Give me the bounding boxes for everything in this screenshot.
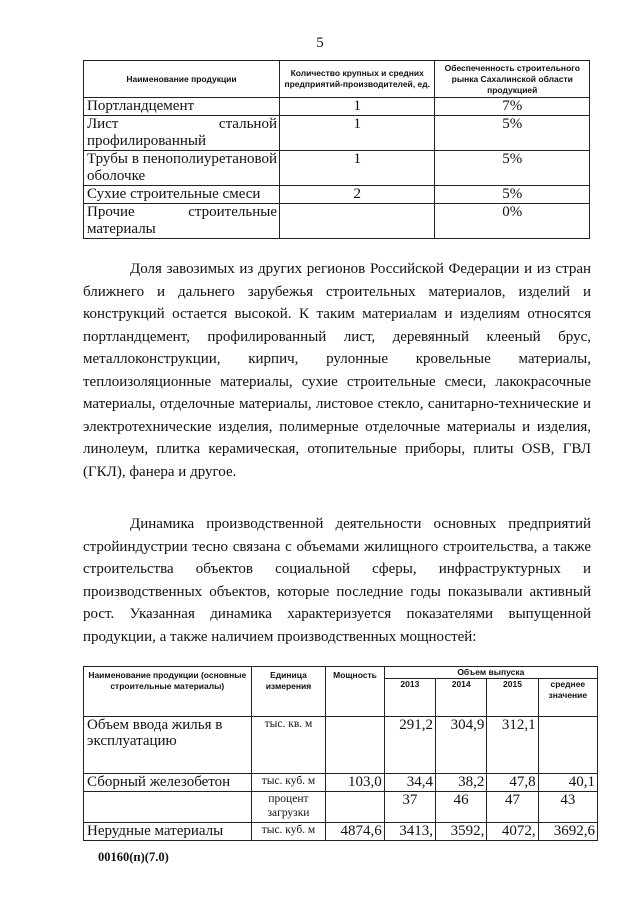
product-name: Прочие строительные материалы [84, 204, 280, 239]
market-share: 5% [435, 186, 590, 204]
capacity [326, 792, 384, 823]
market-share: 7% [435, 98, 590, 116]
output-2014: 3592, [436, 823, 487, 841]
table-row [84, 774, 598, 792]
production-table [83, 60, 590, 239]
header-producers-count: Количество крупных и средних предприятий-производителей, ед. [279, 61, 435, 98]
unit: тыс. куб. м [251, 774, 326, 792]
header-year-2013: 2013 [384, 679, 435, 717]
product-name [84, 792, 252, 823]
paragraph-imported-materials: Доля завозимых из других регионов Российской Федерации и из стран ближнего и дальнего зарубежья строительных материалов, изделий и конструкций остается высокой. К таким материалам и изделиям относятся портландцемент, профилированный лист, деревянный клееный брус, металлоконструкции, кирпич, рулонные кровельные материалы, теплоизоляционные материалы, сухие строительные смеси, лакокрасочные материалы, отделочные материалы, листовое стекло, санитарно-технические и электротехнические изделия, полимерные отделочные материалы и изделия, линолеум, плитка керамическая, отопительные приборы, плиты OSB, ГВЛ (ГКЛ), фанера и другое. [83, 261, 591, 480]
market-share: 0% [435, 204, 590, 239]
capacity: 4874,6 [326, 823, 384, 841]
unit: тыс. куб. м [251, 823, 326, 841]
header-year-2015: 2015 [487, 679, 538, 717]
table-row [84, 151, 590, 186]
header-product-name: Наименование продукции (основные строительные материалы) [84, 667, 252, 717]
product-name: Лист стальной профилированный [84, 116, 280, 151]
output-2015: 47 [487, 792, 538, 823]
producers-count: 1 [279, 151, 435, 186]
page-number: 5 [316, 35, 324, 51]
output-2013: 37 [384, 792, 435, 823]
header-capacity: Мощность [326, 667, 384, 717]
unit: тыс. кв. м [251, 717, 326, 774]
output-average: 3692,6 [538, 823, 597, 841]
producers-count: 1 [279, 98, 435, 116]
header-unit: Единица измерения [251, 667, 326, 717]
table-header-row [84, 667, 598, 679]
output-2013: 3413, [384, 823, 435, 841]
output-table [83, 666, 598, 841]
market-share: 5% [435, 116, 590, 151]
product-name: Трубы в пенополиуретановой оболочке [84, 151, 280, 186]
table-row [84, 116, 590, 151]
table-row [84, 204, 590, 239]
header-product-name: Наименование продукции [84, 61, 280, 98]
capacity: 103,0 [326, 774, 384, 792]
header-year-2014: 2014 [436, 679, 487, 717]
output-2014: 46 [436, 792, 487, 823]
product-name: Нерудные материалы [84, 823, 252, 841]
table-row [84, 823, 598, 841]
product-name: Сухие строительные смеси [84, 186, 280, 204]
table-header-row [84, 61, 590, 98]
producers-count [279, 204, 435, 239]
output-2013: 34,4 [384, 774, 435, 792]
table-row [84, 98, 590, 116]
header-average: среднее значение [538, 679, 597, 717]
output-2014: 304,9 [436, 717, 487, 774]
producers-count: 2 [279, 186, 435, 204]
output-2015: 47,8 [487, 774, 538, 792]
output-2015: 312,1 [487, 717, 538, 774]
table-row [84, 186, 590, 204]
table-row [84, 717, 598, 774]
header-output-volume: Объем выпуска [384, 667, 597, 679]
paragraph-production-dynamics: Динамика производственной деятельности основных предприятий стройиндустрии тесно связана с объемами жилищного строительства, а также строительства объектов социальной сферы, инфраструктурных и производственных объектов, которые последние годы показывали активный рост. Указанная динамика характеризуется показателями выпущенной продукции, а также наличием производственных мощностей: [83, 516, 591, 645]
output-2015: 4072, [487, 823, 538, 841]
product-name: Портландцемент [84, 98, 280, 116]
output-average [538, 717, 597, 774]
document-code: 00160(п)(7.0) [98, 850, 169, 864]
market-share: 5% [435, 151, 590, 186]
producers-count: 1 [279, 116, 435, 151]
table-row [84, 792, 598, 823]
output-average: 40,1 [538, 774, 597, 792]
header-market-share: Обеспеченность строительного рынка Сахалинской области продукцией [435, 61, 590, 98]
output-2014: 38,2 [436, 774, 487, 792]
output-average: 43 [538, 792, 597, 823]
product-name: Сборный железобетон [84, 774, 252, 792]
product-name: Объем ввода жилья в эксплуатацию [84, 717, 252, 774]
unit: процент загрузки [251, 792, 326, 823]
capacity [326, 717, 384, 774]
output-2013: 291,2 [384, 717, 435, 774]
